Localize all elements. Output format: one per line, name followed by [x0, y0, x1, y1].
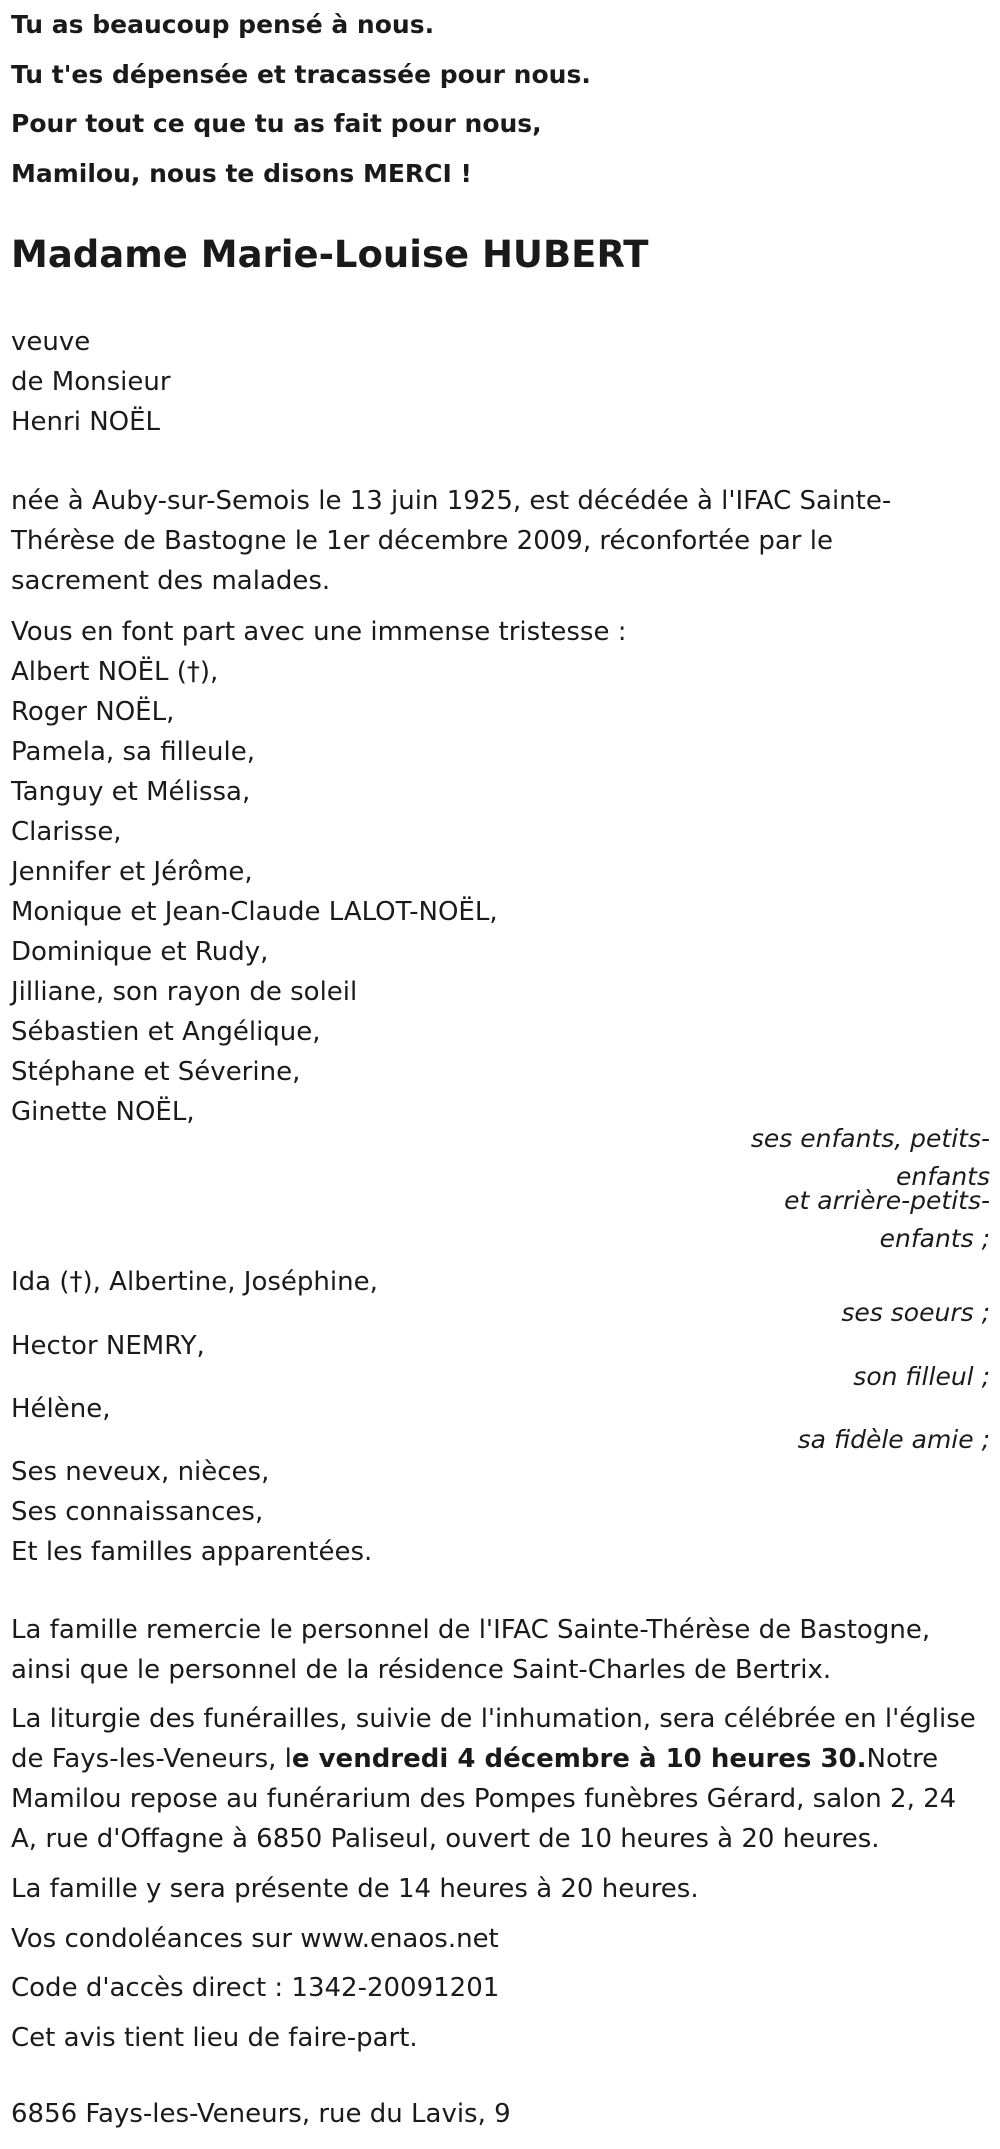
- birth-death-line-1: née à Auby-sur-Semois le 13 juin 1925, est décédée à l'IFAC Sainte-: [11, 486, 892, 516]
- relation-children-2: enfants: [895, 1162, 990, 1191]
- family-member: Jennifer et Jérôme,: [11, 857, 253, 887]
- poem-line-4: Mamilou, nous te disons MERCI !: [11, 159, 472, 188]
- relation-children-3: et arrière-petits-: [784, 1186, 990, 1215]
- funeral-line-2-pre: de Fays-les-Veneurs, l: [11, 1744, 292, 1774]
- widow-line-3: Henri NOËL: [11, 407, 161, 437]
- widow-line-2: de Monsieur: [11, 367, 171, 397]
- access-code: Code d'accès direct : 1342-20091201: [11, 1973, 500, 2003]
- relation-godson: son filleul ;: [853, 1362, 990, 1391]
- funeral-line-1: La liturgie des funérailles, suivie de l'inhumation, sera célébrée en l'église: [11, 1704, 976, 1734]
- others-line-1: Ses neveux, nièces,: [11, 1457, 270, 1487]
- family-member: Albert NOËL (†),: [11, 657, 219, 687]
- funeral-line-4: A, rue d'Offagne à 6850 Paliseul, ouvert de 10 heures à 20 heures.: [11, 1824, 880, 1854]
- condolences: Vos condoléances sur www.enaos.net: [11, 1924, 499, 1954]
- announce-intro: Vous en font part avec une immense tristesse :: [11, 617, 627, 647]
- sisters: Ida (†), Albertine, Joséphine,: [11, 1267, 378, 1297]
- birth-death-line-2: Thérèse de Bastogne le 1er décembre 2009, réconfortée par le: [11, 526, 833, 556]
- family-member: Clarisse,: [11, 817, 122, 847]
- godson: Hector NEMRY,: [11, 1331, 205, 1361]
- funeral-date-time: e vendredi 4 décembre à 10 heures 30.: [291, 1744, 867, 1774]
- poem-line-1: Tu as beaucoup pensé à nous.: [11, 10, 435, 39]
- notice: Cet avis tient lieu de faire-part.: [11, 2023, 418, 2053]
- family-member: Roger NOËL,: [11, 697, 175, 727]
- family-member: Sébastien et Angélique,: [11, 1017, 321, 1047]
- family-member: Jilliane, son rayon de soleil: [11, 977, 358, 1007]
- relation-friend: sa fidèle amie ;: [797, 1425, 990, 1454]
- birth-death-line-3: sacrement des malades.: [11, 566, 331, 596]
- family-member: Ginette NOËL,: [11, 1097, 195, 1127]
- presence: La famille y sera présente de 14 heures à 20 heures.: [11, 1874, 699, 1904]
- relation-children-1: ses enfants, petits-: [750, 1124, 990, 1153]
- relation-children-4: enfants ;: [879, 1224, 990, 1253]
- friend: Hélène,: [11, 1394, 111, 1424]
- family-member: Tanguy et Mélissa,: [11, 777, 251, 807]
- thanks-line-1: La famille remercie le personnel de l'IFAC Sainte-Thérèse de Bastogne,: [11, 1615, 931, 1645]
- family-member: Pamela, sa filleule,: [11, 737, 255, 767]
- family-member: Dominique et Rudy,: [11, 937, 269, 967]
- funeral-line-3: Mamilou repose au funérarium des Pompes funèbres Gérard, salon 2, 24: [11, 1784, 957, 1814]
- address: 6856 Fays-les-Veneurs, rue du Lavis, 9: [11, 2099, 511, 2129]
- poem-line-2: Tu t'es dépensée et tracassée pour nous.: [11, 60, 591, 89]
- others-line-2: Ses connaissances,: [11, 1497, 264, 1527]
- family-member: Monique et Jean-Claude LALOT-NOËL,: [11, 897, 498, 927]
- funeral-line-2: [11, 1739, 938, 1779]
- funeral-line-2-post: Notre: [866, 1744, 939, 1774]
- family-member: Stéphane et Séverine,: [11, 1057, 301, 1087]
- poem-line-3: Pour tout ce que tu as fait pour nous,: [11, 109, 542, 138]
- thanks-line-2: ainsi que le personnel de la résidence Saint-Charles de Bertrix.: [11, 1655, 832, 1685]
- widow-line-1: veuve: [11, 327, 91, 357]
- relation-sisters: ses soeurs ;: [841, 1298, 990, 1327]
- others-line-3: Et les familles apparentées.: [11, 1537, 373, 1567]
- deceased-name: Madame Marie-Louise HUBERT: [11, 233, 649, 276]
